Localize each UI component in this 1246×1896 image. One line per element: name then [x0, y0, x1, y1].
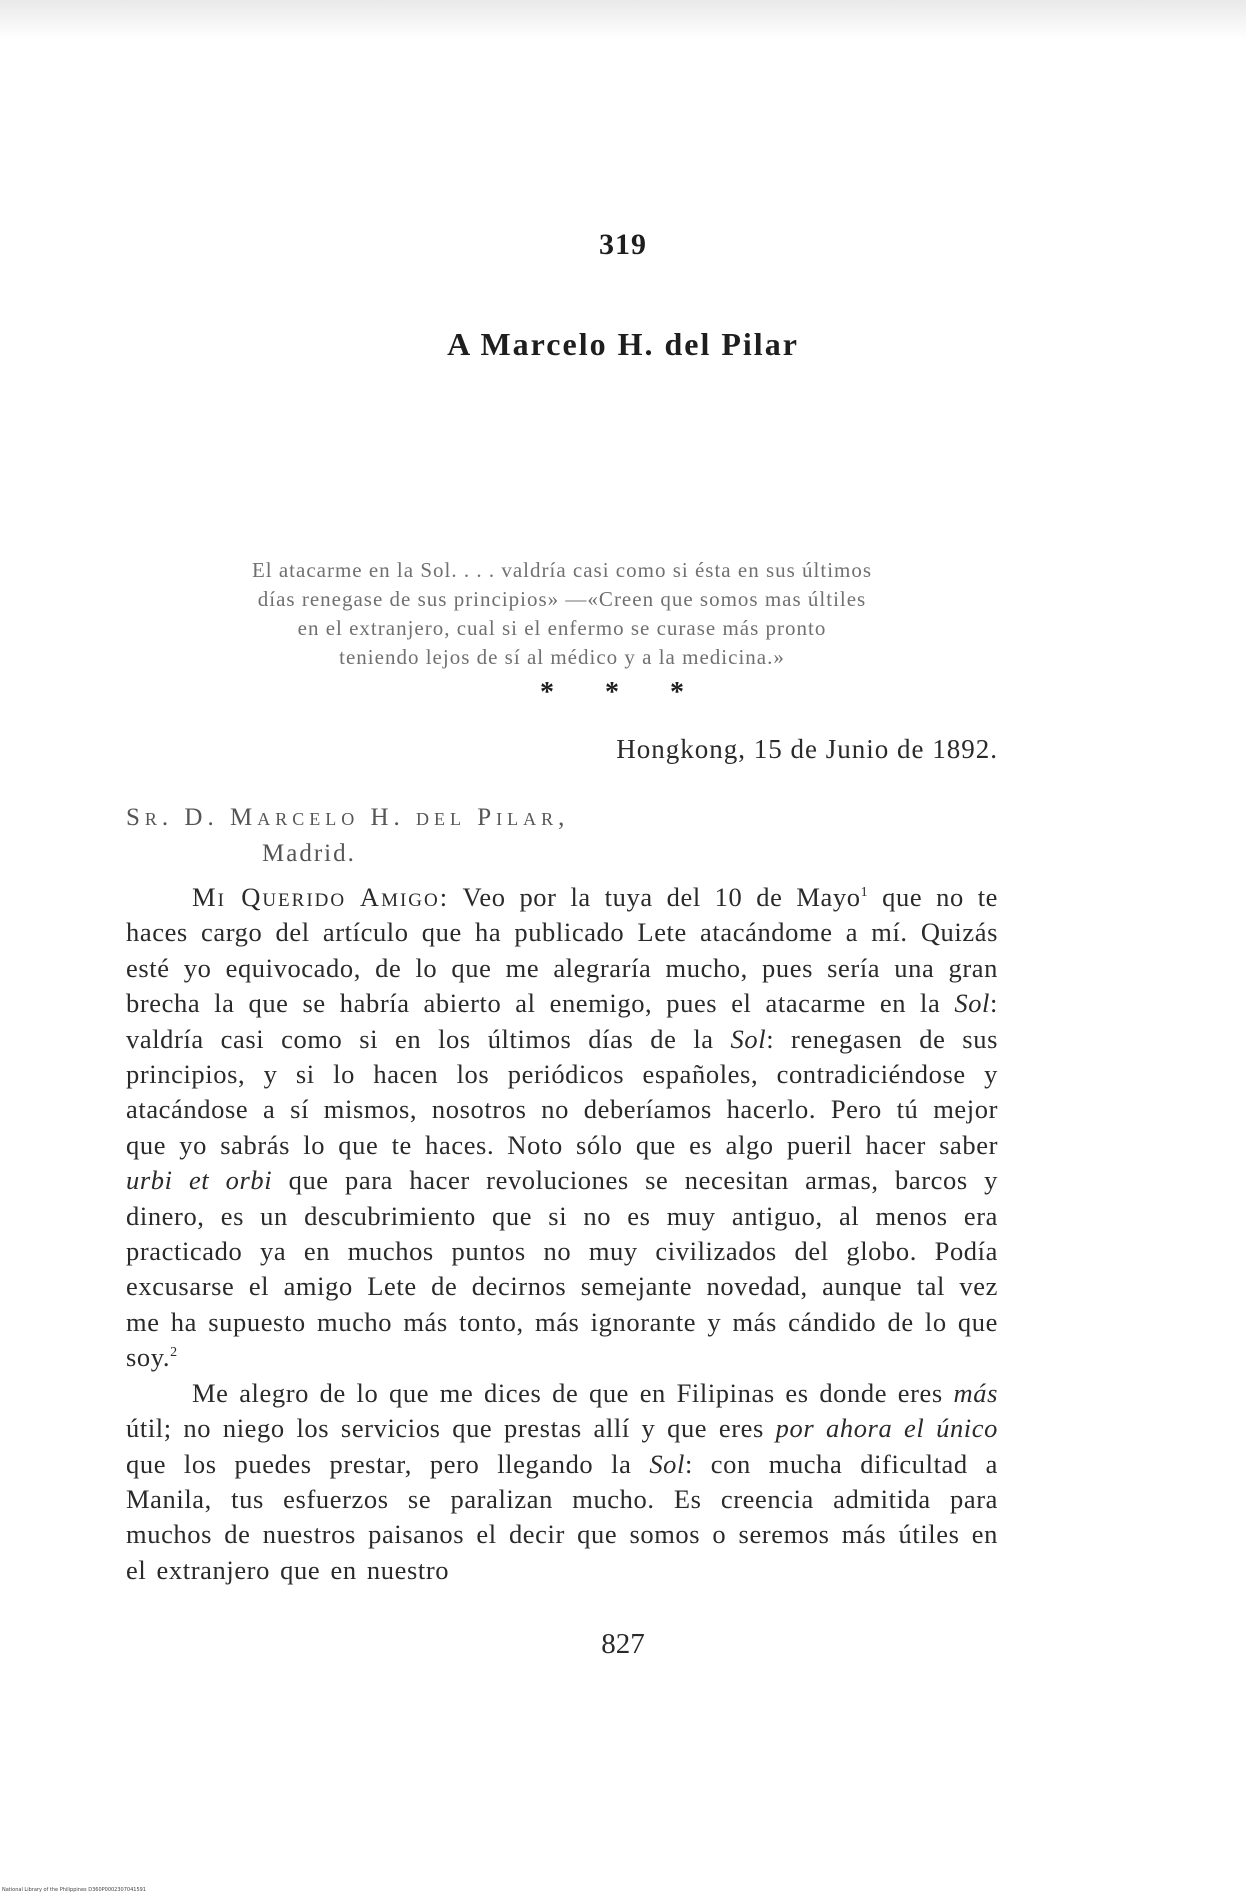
paragraph-2: [126, 1376, 998, 1588]
letter-number: 319: [599, 228, 647, 261]
italic-sol: Sol: [954, 988, 991, 1019]
epigraph-line: días renegase de sus principios» —«Creen que somos mas últiles: [257, 587, 867, 611]
paragraph-1: [126, 880, 998, 1376]
text-run: Me alegro de lo que me dices de que en Filipinas es donde eres: [192, 1377, 954, 1408]
dateline: Hongkong, 15 de Junio de 1892.: [616, 734, 998, 764]
epigraph-line: teniendo lejos de sí al médico y a la medicina.»: [339, 645, 785, 669]
letter-title: A Marcelo H. del Pilar: [447, 326, 799, 362]
library-credit: National Library of the Philippines D360P0002307041591: [2, 1887, 146, 1893]
text-run: : renegasen de sus principios, y si lo hacen los periódicos españoles, contradiciéndose y atacándose a sí mismos, nosotros no deberíamos hacerlo. Pero tú mejor que yo sabrás lo que te haces. Noto sólo que es algo pueril hacer saber: [126, 1023, 998, 1160]
epigraph-line: en el extranjero, cual si el enfermo se curase más pronto: [297, 616, 827, 640]
salutation: [126, 800, 569, 872]
italic-unico: por ahora el único: [775, 1413, 998, 1444]
italic-mas: más: [953, 1377, 998, 1408]
italic-sol: Sol: [730, 1023, 767, 1054]
epigraph-line: El atacarme en la Sol. . . . valdría casi como si ésta en sus últimos: [251, 558, 873, 582]
text-run: útil; no niego los servicios que prestas allí y que eres: [126, 1413, 776, 1444]
text-run: que los puedes prestar, pero llegando la: [126, 1448, 650, 1479]
text-run: que no te haces cargo del artículo que ha publicado Lete atacándome a mí. Quizás esté yo equivocado, de lo que me alegraría mucho, pues sería una gran brecha la que se habría abierto al enemigo, pues el atacarme en la: [126, 882, 999, 1019]
addressee: Sr. D. Marcelo H. del Pilar,: [126, 804, 570, 831]
letter-body: [126, 880, 998, 1588]
italic-latin: urbi et orbi: [126, 1165, 273, 1196]
footnote-marker: 2: [170, 1345, 178, 1361]
page-number: 827: [601, 1628, 645, 1660]
page-top-shadow: [0, 0, 1246, 40]
text-run: que para hacer revoluciones se necesitan armas, barcos y dinero, es un descubrimiento que si no es muy antiguo, al menos era practicado ya en muchos puntos no muy civilizados del globo. Podía excusarse el amigo Lete de decirnos semejante novedad, aunque tal vez me ha supuesto mucho más tonto, más ignorante y más cándido de lo que soy.: [126, 1165, 998, 1373]
epigraph: [126, 556, 998, 672]
text-run: : valdría casi como si en los últimos días de la: [126, 988, 998, 1054]
footnote-marker: 1: [860, 885, 869, 901]
italic-sol: Sol: [649, 1448, 685, 1479]
addressee-city: Madrid.: [262, 840, 356, 867]
text-run: Veo por la tuya del 10 de Mayo: [449, 882, 861, 912]
asterism-ornament: * * *: [540, 677, 706, 708]
opening-greeting: Mi Querido Amigo:: [192, 882, 450, 912]
text-run: : con mucha dificultad a Manila, tus esfuerzos se paralizan mucho. Es creencia admitida para muchos de nuestros paisanos el decir que somos o seremos más útiles en el extranjero que en nuestro: [126, 1448, 998, 1585]
